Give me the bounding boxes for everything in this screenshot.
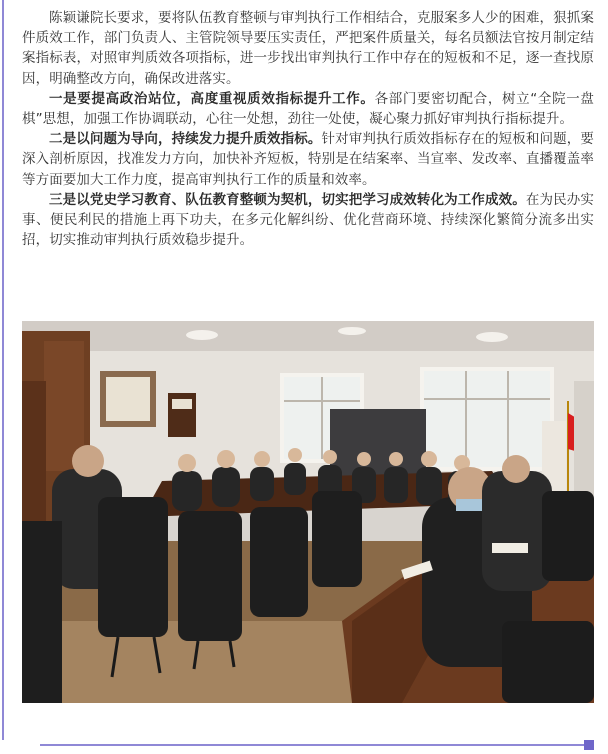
- paragraph-3: [22, 129, 594, 190]
- paragraph-2-lead: 一是要提高政治站位，高度重视质效指标提升工作。: [49, 90, 375, 107]
- paragraph-1-text: 陈颖谦院长要求，要将队伍教育整顿与审判执行工作相结合，克服案多人少的困难，狠抓案件质效工作，部门负责人、主管院领导要压实责任，严把案件质量关，每名员额法官按月制定结案指标表，对照审判质效各项指标，进一步找出审判执行工作中存在的短板和不足，逐一查找原因，明确整改方向，确保改进落实。: [22, 10, 594, 87]
- meeting-room-illustration: [22, 321, 594, 703]
- paragraph-3-text: 针对审判执行质效指标存在的短板和问题，要深入剖析原因，找准发力方向，加快补齐短板，特别是在结案率、当宣率、发改率、直播覆盖率等方面要加大工作力度，提高审判执行工作的质量和效率。: [22, 131, 595, 188]
- paragraph-4: [22, 190, 594, 251]
- bottom-decorative-square: [584, 740, 594, 750]
- paragraph-4-text: 在为民办实事、便民利民的措施上再下功夫，在多元化解纠纷、优化营商环境、持续深化繁简分流多出实招，切实推动审判执行质效稳步提升。: [22, 191, 595, 249]
- meeting-photo: [22, 321, 594, 703]
- left-decorative-rule: [2, 0, 4, 740]
- paragraph-2-text: 各部门要密切配合，树立“全院一盘棋”思想，加强工作协调联动，心往一处想，劲往一处使，凝心聚力抓好审判执行指标提升。: [22, 90, 594, 128]
- article-body: [22, 8, 594, 250]
- paragraph-4-lead: 三是以党史学习教育、队伍教育整顿为契机，切实把学习成效转化为工作成效。: [49, 191, 526, 208]
- paragraph-3-lead: 二是以问题为导向，持续发力提升质效指标。: [49, 131, 322, 148]
- paragraph-2: [22, 89, 594, 129]
- paragraph-1: [22, 8, 594, 89]
- bottom-decorative-rule: [40, 744, 588, 746]
